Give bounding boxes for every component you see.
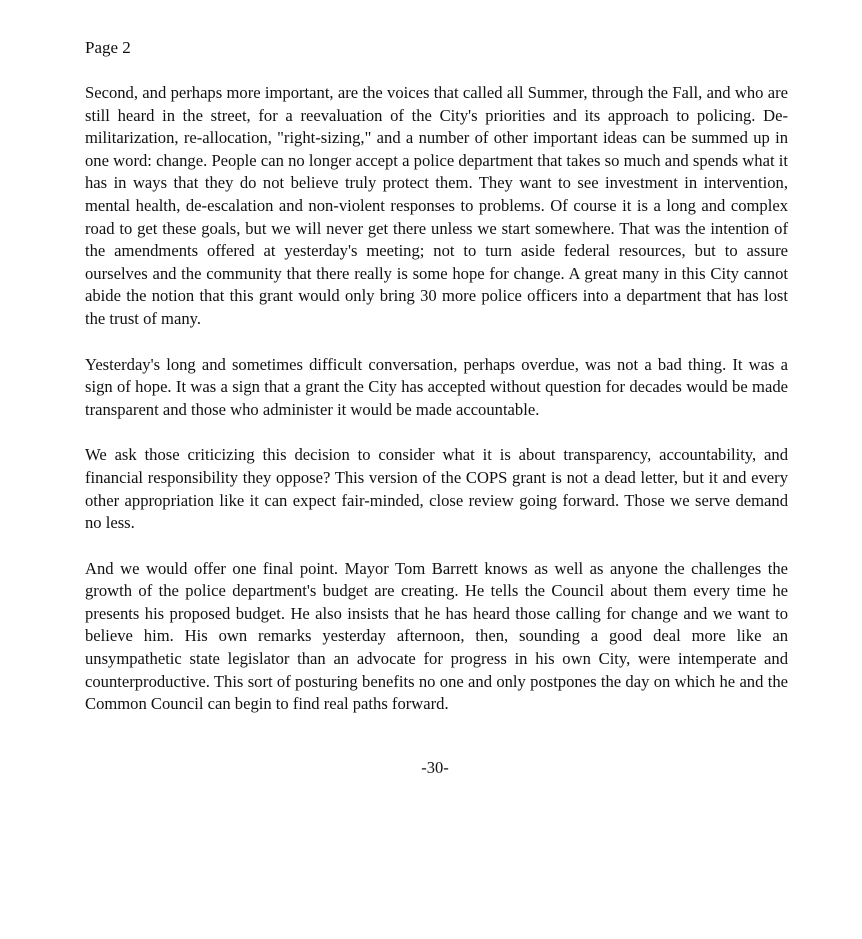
- paragraph-final-point: And we would offer one final point. Mayor Tom Barrett knows as well as anyone the challenges the growth of the police department's budget are creating. He tells the Council about them every time he presents his proposed budget. He also insists that he has heard those calling for change and we want to believe him. His own remarks yesterday afternoon, then, sounding a good deal more like an unsympathetic state legislator than an advocate for progress in his own City, were intemperate and counterproductive. This sort of posturing benefits no one and only postpones the day on which he and the Common Council can begin to find real paths forward.: [85, 558, 788, 714]
- page-label: Page 2: [85, 38, 131, 57]
- paragraph-sign-of-hope: Yesterday's long and sometimes difficult conversation, perhaps overdue, was not a bad thing. It was a sign of hope. It was a sign that a grant the City has accepted without question for decades would be made transparent and those who administer it would be made accountable.: [85, 354, 788, 419]
- end-mark: -30-: [421, 758, 449, 777]
- document-body: [85, 82, 788, 739]
- paragraph-transparency: We ask those criticizing this decision to consider what it is about transparency, accountability, and financial responsibility they oppose? This version of the COPS grant is not a dead letter, but it and every other appropriation like it can expect fair-minded, close review going forward. Those we serve demand no less.: [85, 445, 788, 533]
- paragraph-voices-for-change: Second, and perhaps more important, are the voices that called all Summer, through the Fall, and who are still heard in the street, for a reevaluation of the City's priorities and its approach to policing. De-militarization, re-allocation, "right-sizing," and a number of other important ideas can be summed up in one word: change. People can no longer accept a police department that takes so much and spends what it has in ways that they do not believe truly protect them. They want to see investment in intervention, mental health, de-escalation and non-violent responses to problems. Of course it is a long and complex road to get these goals, but we will never get there unless we start somewhere. That was the intention of the amendments offered at yesterday's meeting; not to turn aside federal resources, but to assure ourselves and the community that there really is some hope for change. A great many in this City cannot abide the notion that this grant would only bring 30 more police officers into a department that has lost the trust of many.: [85, 83, 788, 328]
